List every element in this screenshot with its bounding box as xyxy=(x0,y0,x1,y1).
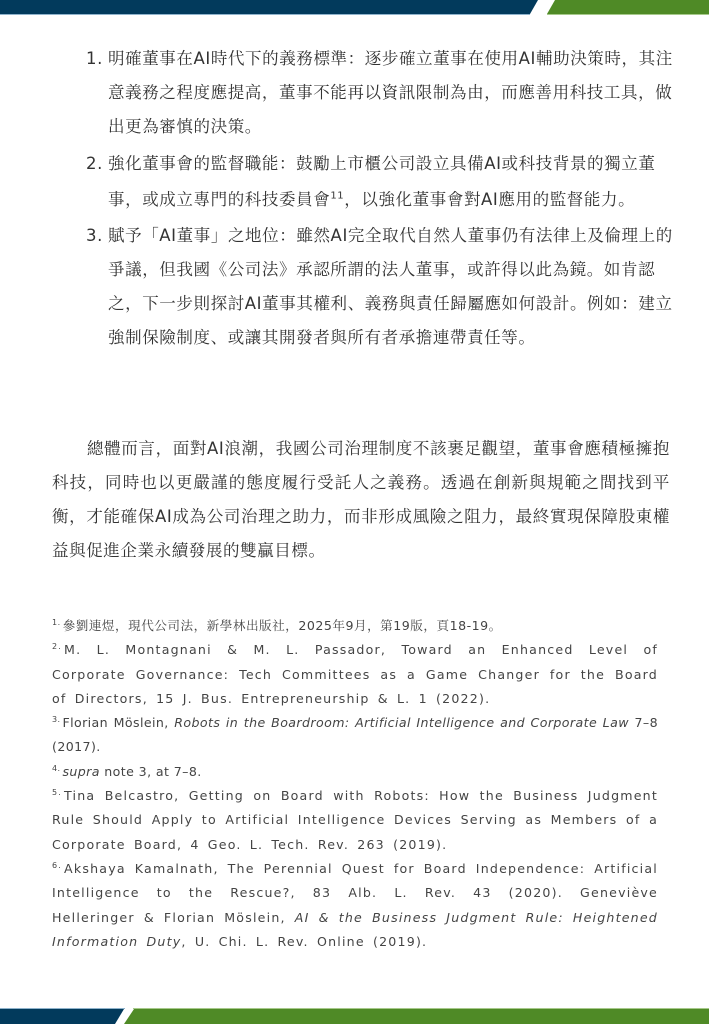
recommendation-list xyxy=(86,42,676,357)
footnote-title: Robots in the Boardroom: Artificial Intelligence and Corporate Law xyxy=(174,715,629,731)
list-item-text: 明確董事在AI時代下的義務標準：逐步確立董事在使用AI輔助決策時，其注意義務之程度應提高，董事不能再以資訊限制為由，而應善用科技工具，做出更為審慎的決策。 xyxy=(108,49,673,136)
footnote-6 xyxy=(52,857,658,954)
footnote-mark: 6. xyxy=(52,860,63,870)
list-item-text: ，以強化董事會對AI應用的監督能力。 xyxy=(344,189,636,209)
footnote-text: 7–8 (2017). xyxy=(52,715,658,755)
footnote-mark: 1. xyxy=(52,617,61,627)
footnote-mark: 4. xyxy=(52,763,61,773)
footnote-text: 參劉連煜，現代公司法，新學林出版社，2025年9月，第19版，頁18-19。 xyxy=(62,618,502,633)
footnote-5 xyxy=(52,784,658,857)
footnote-text: note 3, at 7–8. xyxy=(99,763,202,779)
footnote-text: Tina Belcastro, Getting on Board with Robots: How the Business Judgment Rule Should Apply to Artificial Intelligence Devices Serving as Members of a Corporate Board, 4 Geo. L. Tech. Rev. 263 (2019). xyxy=(52,788,658,852)
footnote-2 xyxy=(52,638,658,711)
list-number: 1. xyxy=(86,49,103,68)
footnote-4 xyxy=(52,760,658,784)
list-number: 3. xyxy=(86,226,103,245)
footnote-italic: supra xyxy=(62,763,100,779)
footnote-mark: 2. xyxy=(52,642,63,652)
footnote-text: M. L. Montagnani & M. L. Passador, Toward an Enhanced Level of Corporate Governance: Tech Committees as a Game Changer for the Board of Directors, 15 J. Bus. Entrepreneurship & L. 1 (2022). xyxy=(52,642,658,706)
list-item xyxy=(86,42,676,144)
footnote-3 xyxy=(52,711,658,760)
footnote-mark: 5. xyxy=(52,787,63,797)
list-item-text: 賦予「AI董事」之地位：雖然AI完全取代自然人董事仍有法律上及倫理上的爭議，但我國《公司法》承認所謂的法人董事，或許得以此為鏡。如肯認之，下一步則探討AI董事其權利、義務與責任歸屬應如何設計。例如：建立強制保險制度、或讓其開發者與所有者承擔連帶責任等。 xyxy=(108,226,673,347)
footer-band-graphic xyxy=(0,1008,709,1024)
list-number: 2. xyxy=(86,154,103,173)
footnotes-section xyxy=(52,614,658,954)
list-item xyxy=(86,146,676,217)
footnote-mark: 3. xyxy=(52,715,61,724)
list-item-text: 強化董事會的監督職能：鼓勵上市櫃公司設立具備AI或科技背景的獨立董事，或成立專門的科技委員會 xyxy=(108,154,656,209)
footnote-text: Akshaya Kamalnath, The Perennial Quest for Board Independence: Artificial Intelligence to the Rescue?, 83 Alb. L. Rev. 43 (2020). Geneviève Helleringer & Florian Möslein, xyxy=(52,860,658,925)
footnote-text: , U. Chi. L. Rev. Online (2019). xyxy=(181,933,428,949)
list-item xyxy=(86,219,676,355)
footnote-author: Florian Möslein, xyxy=(62,715,175,731)
conclusion-paragraph: 總體而言，面對AI浪潮，我國公司治理制度不該裹足觀望，董事會應積極擁抱科技，同時也以更嚴謹的態度履行受託人之義務。透過在創新與規範之間找到平衡，才能確保AI成為公司治理之助力，而非形成風險之阻力，最終實現保障股東權益與促進企業永續發展的雙贏目標。 xyxy=(52,439,670,560)
footnote-reference[interactable]: 11 xyxy=(330,190,345,201)
footer-decorative-band xyxy=(0,1008,709,1024)
footnote-title: AI & the Business Judgment Rule: Heightened Information Duty xyxy=(52,909,658,949)
footnote-1 xyxy=(52,614,658,638)
